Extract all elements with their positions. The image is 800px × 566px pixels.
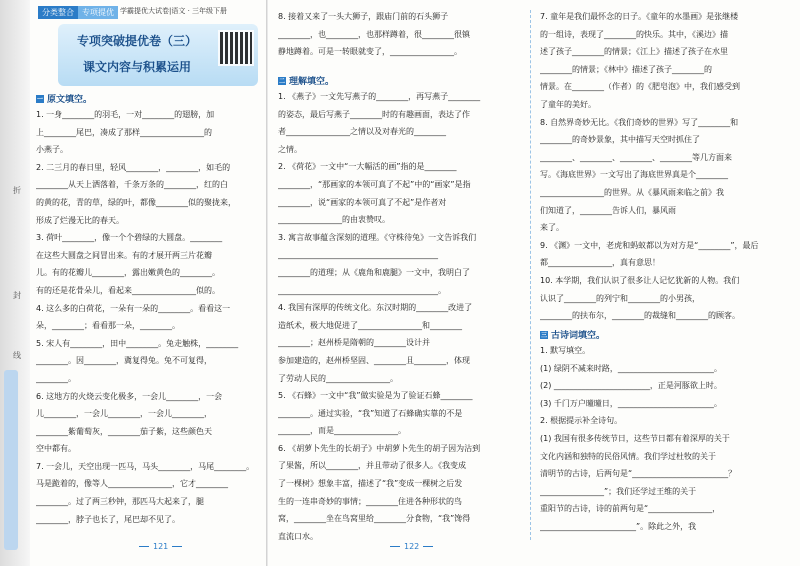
question-line: 7. 童年是我们最怀念的日子。《童年的水墨画》是张继楼 (540, 12, 739, 21)
question-line: 了一棵树》想象丰富，描述了“我”变成一棵树之后发 (278, 479, 463, 489)
section-header-1 (36, 92, 92, 105)
question-line: 了果酱，所以________，并且带动了很多人。《我变成 (278, 461, 466, 471)
right-question-list-b (540, 342, 796, 536)
section-title: 原文填空。 (47, 95, 93, 105)
question-line: 的姿态，最后写燕子________时的有趣画面，表达了作 (278, 109, 470, 119)
question-line: 清明节的古诗，后两句是“________________________？ (540, 469, 737, 479)
question-line: 朵，________；看看那一朵，________。 (36, 321, 180, 331)
section-marker-icon: 二 (278, 78, 285, 85)
question-line: 造纸术，极大地促进了________________和________ (278, 320, 462, 330)
question-line: 在这些大圆盘之间冒出来。有的才展开两三片花瓣 (36, 250, 212, 260)
question-line: 的一组诗，表现了________的快乐。其中，《溪边》描 (540, 29, 728, 39)
tag-special: 专项提优 (78, 6, 118, 19)
question-line: 认识了________的列宁和________的小男孩， (540, 293, 700, 303)
question-line: ________；赵州桥是隋朝的________设计并 (278, 338, 430, 348)
mid-question-list-b (278, 88, 526, 545)
section-header-2 (278, 74, 334, 87)
question-line: 重阳节的古诗，诗的前两句是“________________， (540, 504, 721, 514)
question-line: 2. 二三月的春日里，轻风________，________，如毛的 (36, 162, 231, 172)
binding-margin (0, 0, 30, 566)
header-tags (38, 6, 118, 19)
question-line: 5. 《石蜂》一文中“我”做实验是为了验证石蜂________ (278, 391, 473, 401)
question-line: 4. 我国有深厚的传统文化。东汉时期的________改进了 (278, 303, 473, 313)
question-line: 述了孩子________的情景；《江上》描述了孩子在水里 (540, 47, 728, 57)
question-line: 1. 一身________的羽毛，一对________的翅膀，加 (36, 110, 215, 119)
question-line: 静地蹲着。可是一转眼就变了，________________。 (278, 47, 462, 57)
question-line: 空中都有。 (36, 444, 76, 454)
page-number-left (135, 542, 186, 551)
question-line: 2. 《荷花》一文中“一大幅活的画”指的是________ (278, 162, 457, 172)
question-line: 8. 接着又来了一头大狮子，跟庙门前的石头狮子 (278, 12, 449, 21)
question-line: 1. 默写填空。 (540, 346, 591, 355)
page-number-text: 122 (404, 542, 420, 551)
question-line: (1) 绿阴不减来时路，________________________。 (540, 363, 722, 373)
page-number-text: 121 (153, 542, 169, 551)
question-line: (1) 我国有很多传统节日，这些节日都有着深厚的关于 (540, 433, 730, 443)
question-line: ________，说“画家的本领可真了不起”是作者对 (278, 197, 447, 207)
question-line: 6. 这地方的火烧云变化极多，一会儿________，一会 (36, 391, 223, 401)
section-title: 古诗词填空。 (551, 331, 606, 341)
question-line: (3) 千门万户曈曈日，________________________。 (540, 398, 722, 408)
question-line: ________的扶布尔，________的裁缝和________的顾客。 (540, 311, 740, 321)
question-line: ________从天上洒落着，千条万条的________，红的白 (36, 180, 228, 190)
question-line: 3. 荷叶________，像一个个碧绿的大圆盘。________ (36, 233, 223, 243)
question-line: 的黄的花，青的草，绿的叶，都像________似的聚拢来， (36, 197, 236, 207)
column-divider (530, 10, 531, 540)
question-line: ________的情景；《林中》描述了孩子________的 (540, 64, 712, 74)
section-marker-icon: 一 (36, 96, 43, 103)
decorative-strip (4, 370, 18, 550)
question-line: 直流口水。 (278, 531, 318, 541)
question-line: 了劳动人民的________________。 (278, 373, 398, 383)
question-line: 8. 自然界奇妙无比。《我们奇妙的世界》写了________和 (540, 117, 739, 127)
question-line: ________________的世界。从《暴风雨来临之前》我 (540, 187, 724, 197)
question-line: ________的奇妙景象，其中描写天空时抓住了 (540, 135, 700, 145)
question-line: 儿________，一会儿________，一会儿________， (36, 409, 212, 419)
question-line: 写。《海底世界》一文写出了海底世界真是个________ (540, 170, 728, 180)
title-banner (58, 24, 258, 86)
question-line: 5. 宋人有________，田中________。兔走触株，________ (36, 338, 239, 348)
question-line: 6. 《胡萝卜先生的长胡子》中胡萝卜先生的胡子因为沾到 (278, 443, 481, 453)
question-line: ________________________________________ (278, 250, 438, 260)
right-question-list-a (540, 8, 796, 325)
question-line: ________________________________________。 (278, 285, 446, 295)
question-line: ________。因________，冀复得兔。兔不可复得， (36, 356, 212, 366)
question-line: 小燕子。 (36, 145, 68, 155)
question-line: ________的道理；从《鹿角和鹿腿》一文中，我明白了 (278, 267, 470, 277)
question-line: 情景。在________（作者）的《肥皂泡》中，我们感受到 (540, 82, 740, 92)
left-page (0, 0, 268, 566)
question-line: ________紫葡萄灰，________茄子紫，这些颜色天 (36, 426, 212, 436)
binding-label-mid: 封 (13, 291, 21, 300)
section-title: 理解填空。 (289, 77, 335, 87)
question-line: 2. 根据提示补全诗句。 (540, 416, 623, 426)
question-line: 有的还是花骨朵儿，看起来________________似的。 (36, 285, 220, 295)
mid-question-list-a (278, 8, 526, 61)
question-line: 文化内涵和独特的民俗风情。我们学过杜牧的关于 (540, 451, 716, 461)
question-line: ________。通过实验，“我”知道了石蜂确实靠的不是 (278, 408, 463, 418)
binding-label-top: 折 (13, 186, 21, 195)
book-header: 学霸提优大试卷|语文 · 三年级下册 (120, 7, 228, 15)
question-line: 来了。 (540, 223, 564, 233)
question-line: 马是跪着的，像等人________________，它才________ (36, 479, 228, 489)
binding-label-bot: 线 (13, 351, 21, 360)
question-line: 上________尾巴，凑成了那样________________的 (36, 127, 212, 137)
question-line: 形成了烂漫无比的春天。 (36, 215, 124, 225)
question-line: 生的一连串奇妙的事情；________住进各种形状的鸟 (278, 496, 462, 506)
right-page (268, 0, 800, 566)
question-line: 9. 《渊》一文中，老虎和蚂蚁都以为对方是“________”，最后 (540, 240, 759, 250)
question-line: 儿。有的花瓣儿________，露出嫩黄色的________。 (36, 268, 220, 278)
question-line: 都________________，真有意思！ (540, 258, 660, 268)
tag-category: 分类整合 (38, 6, 78, 19)
question-line: 7. 一会儿，天空出现一匹马，马头________，马尾________。 (36, 461, 255, 471)
question-line: ________________”；我们还学过王维的关于 (540, 486, 697, 496)
question-line: 参加建造的，赵州桥坚固、________且________，体现 (278, 355, 470, 365)
question-line: ________，“那画家的本领可真了不起”中的“画家”是指 (278, 179, 471, 189)
section-marker-icon: 三 (540, 332, 547, 339)
question-line: 了童年的美好。 (540, 99, 596, 109)
left-question-list (36, 106, 264, 528)
question-line: ________________________”。除此之外，我 (540, 521, 697, 531)
question-line: 4. 这么多的白荷花，一朵有一朵的________。看看这一 (36, 303, 231, 313)
page-subtitle: 课文内容与积累运用 (82, 60, 191, 74)
question-line: 窝，________坐在鸟窝里给________分食物，“我”馋得 (278, 514, 471, 524)
question-line: ________。 (36, 373, 76, 383)
page-title: 专项突破提优卷（三） (76, 34, 197, 48)
question-line: 10. 本学期，我们认识了很多让人记忆犹新的人物。我们 (540, 275, 740, 285)
question-line: 之情。 (278, 144, 302, 154)
question-line: 1. 《燕子》一文先写燕子的________，再写燕子________ (278, 92, 481, 101)
question-line: 们知道了，________告诉人们，暴风雨 (540, 205, 676, 215)
question-line: ________、________、________、________等几方面来 (540, 152, 732, 162)
question-line: ________________的由衷赞叹。 (278, 215, 390, 225)
question-line: ________，也________，也那样蹲着，很________很镇 (278, 29, 470, 39)
question-line: ________，脖子也长了，尾巴却不见了。 (36, 514, 180, 524)
question-line: ________。过了两三秒钟，那匹马大起来了，腿 (36, 497, 204, 507)
question-line: (2) ________________________，正是河豚欲上时。 (540, 381, 722, 391)
question-line: 者________________之情以及对春光的________ (278, 127, 446, 137)
section-header-3 (540, 328, 605, 341)
question-line: 3. 寓言故事蕴含深刻的道理。《守株待兔》一文告诉我们 (278, 232, 477, 242)
question-line: ________，而是________________。 (278, 426, 406, 436)
qr-code-icon (218, 30, 254, 66)
page-number-right (386, 542, 437, 551)
